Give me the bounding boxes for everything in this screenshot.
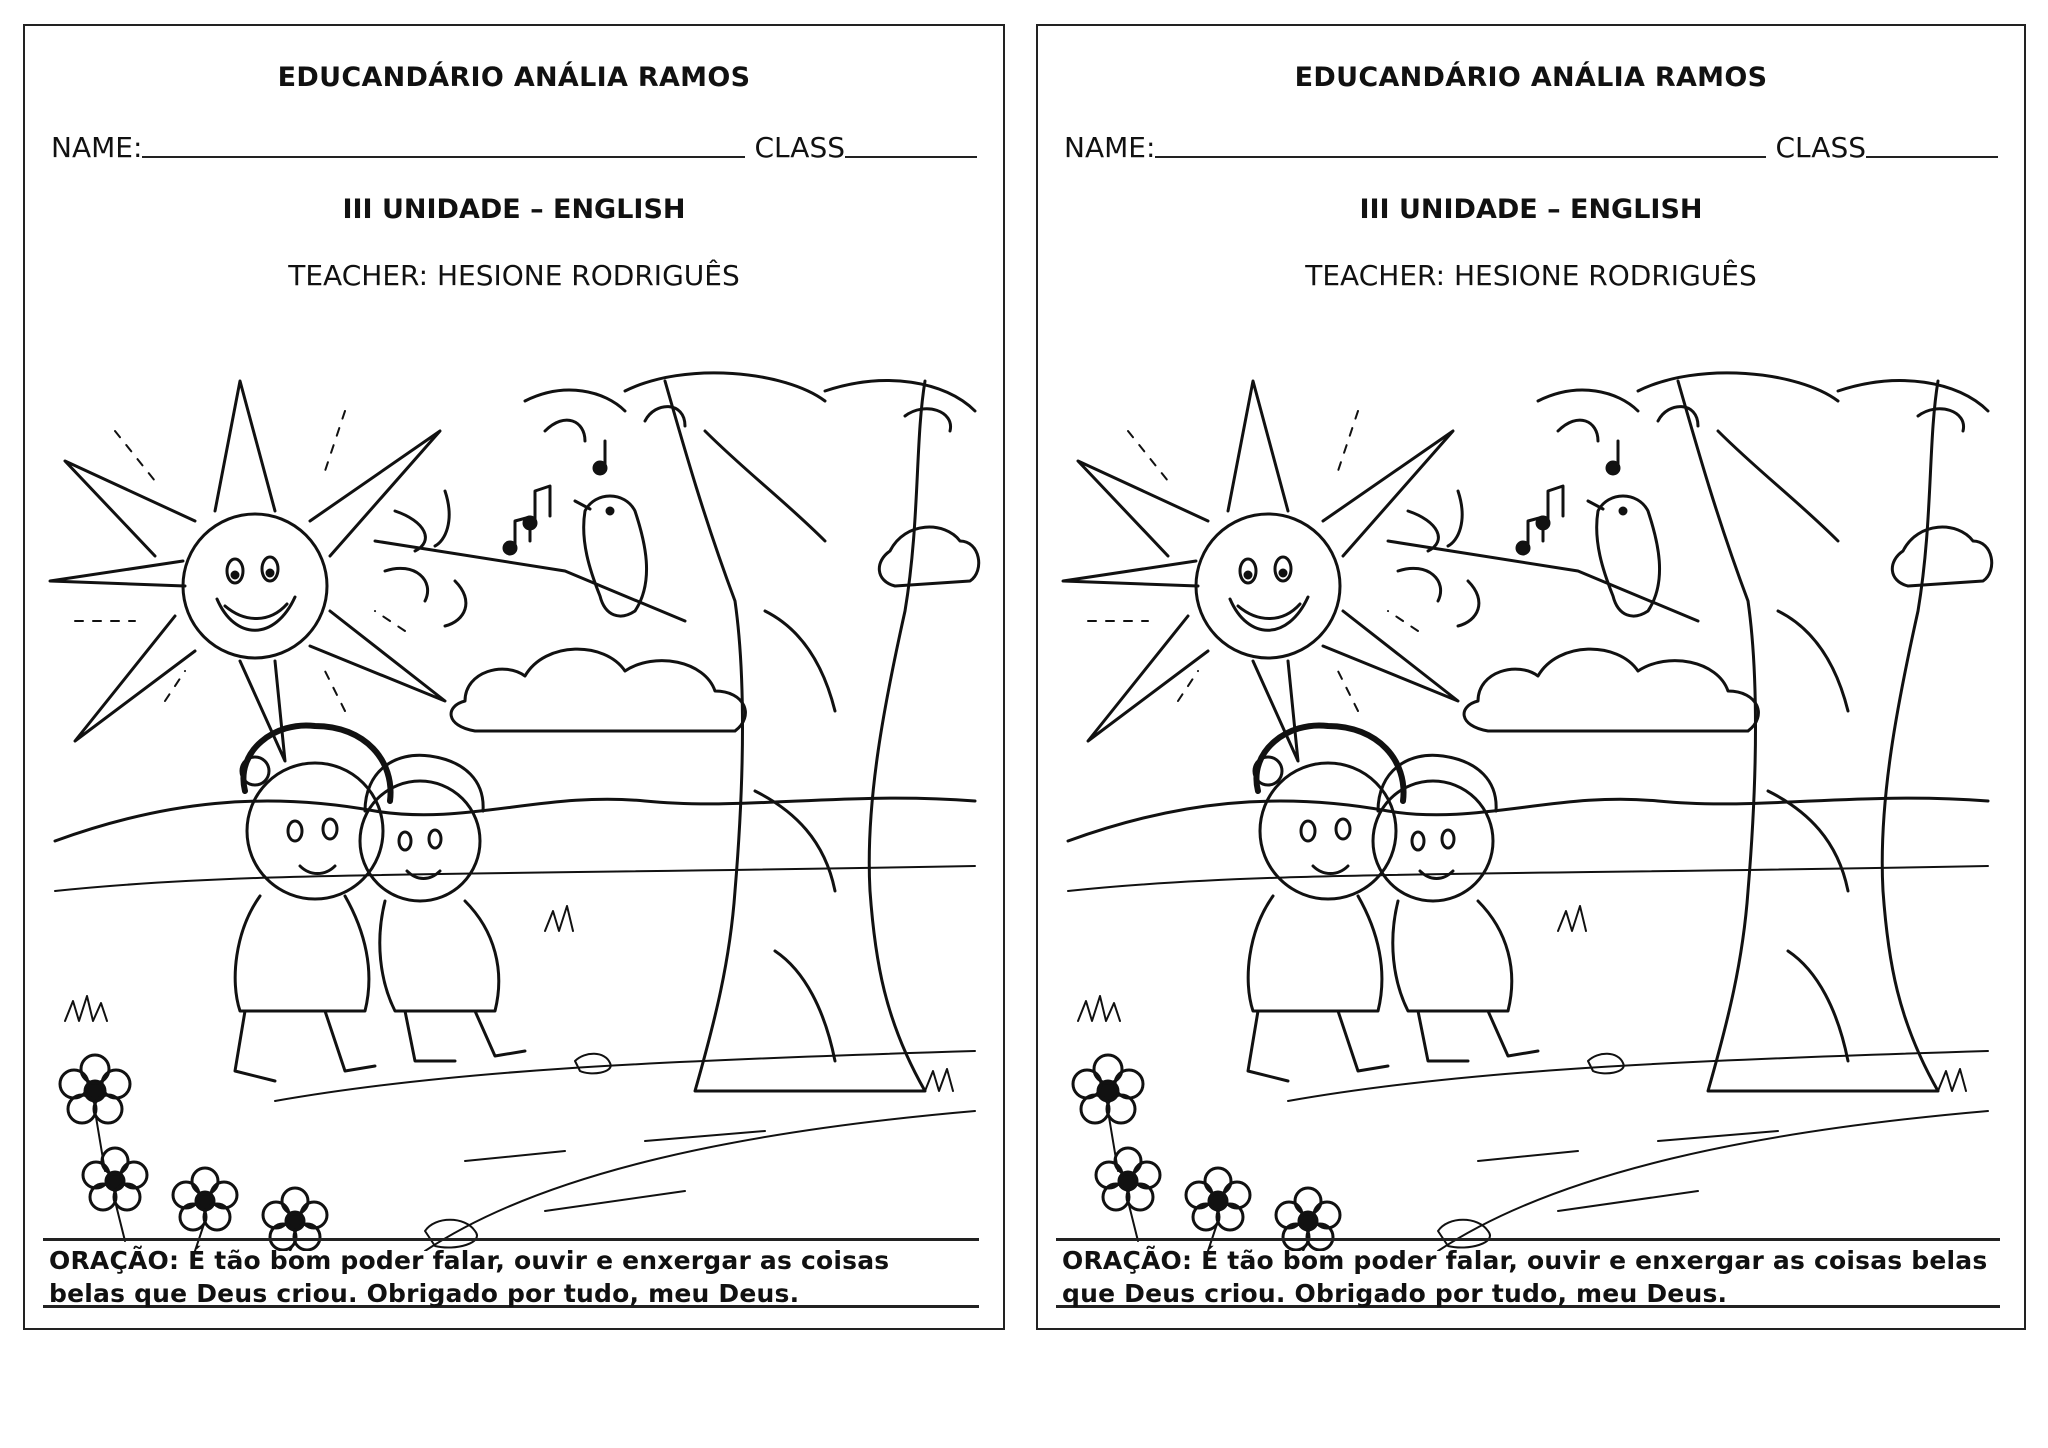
class-blank-line[interactable] xyxy=(845,156,977,158)
worksheet-right xyxy=(1036,24,2026,1330)
prayer-text: É tão bom poder falar, ouvir e enxergar as coisas belas que Deus criou. Obrigado por tudo, meu Deus. xyxy=(1062,1246,1988,1308)
name-class-row xyxy=(1064,128,1998,164)
class-label: CLASS xyxy=(754,131,845,164)
coloring-illustration xyxy=(45,371,985,1251)
grass xyxy=(65,906,953,1091)
teacher-name: TEACHER: HESIONE RODRIGUÊS xyxy=(288,259,740,292)
name-label: NAME: xyxy=(51,131,143,164)
flowers-icon xyxy=(1073,1055,1340,1251)
unit-title: III UNIDADE – ENGLISH xyxy=(1359,194,1703,225)
music-notes-icon xyxy=(1517,441,1619,554)
path-icon xyxy=(275,1051,975,1251)
coloring-illustration xyxy=(1058,371,1998,1251)
children-icon xyxy=(1248,725,1538,1081)
class-blank-line[interactable] xyxy=(1866,156,1998,158)
prayer-label: ORAÇÃO: xyxy=(49,1246,180,1275)
prayer-label: ORAÇÃO: xyxy=(1062,1246,1193,1275)
hills-outline xyxy=(1068,798,1988,841)
path-icon xyxy=(1288,1051,1988,1251)
hills-outline xyxy=(55,798,975,841)
unit-title: III UNIDADE – ENGLISH xyxy=(342,194,686,225)
bird-icon xyxy=(375,491,685,626)
horizon-line xyxy=(55,866,975,891)
stones xyxy=(1438,1054,1624,1248)
flowers-icon xyxy=(60,1055,327,1251)
teacher-name: TEACHER: HESIONE RODRIGUÊS xyxy=(1305,259,1757,292)
worksheet-left xyxy=(23,24,1005,1330)
children-icon xyxy=(235,725,525,1081)
prayer-box xyxy=(1056,1238,2000,1308)
school-name: EDUCANDÁRIO ANÁLIA RAMOS xyxy=(277,62,751,93)
name-blank-line[interactable] xyxy=(142,156,744,158)
horizon-line xyxy=(1068,866,1988,891)
name-class-row xyxy=(51,128,977,164)
stones xyxy=(425,1054,611,1248)
prayer-box xyxy=(43,1238,979,1308)
music-notes-icon xyxy=(504,441,606,554)
grass xyxy=(1078,906,1966,1091)
class-label: CLASS xyxy=(1775,131,1866,164)
bird-icon xyxy=(1388,491,1698,626)
prayer-text: É tão bom poder falar, ouvir e enxergar as coisas belas que Deus criou. Obrigado por tudo, meu Deus. xyxy=(49,1246,890,1308)
name-label: NAME: xyxy=(1064,131,1156,164)
school-name: EDUCANDÁRIO ANÁLIA RAMOS xyxy=(1294,62,1768,93)
name-blank-line[interactable] xyxy=(1155,156,1765,158)
